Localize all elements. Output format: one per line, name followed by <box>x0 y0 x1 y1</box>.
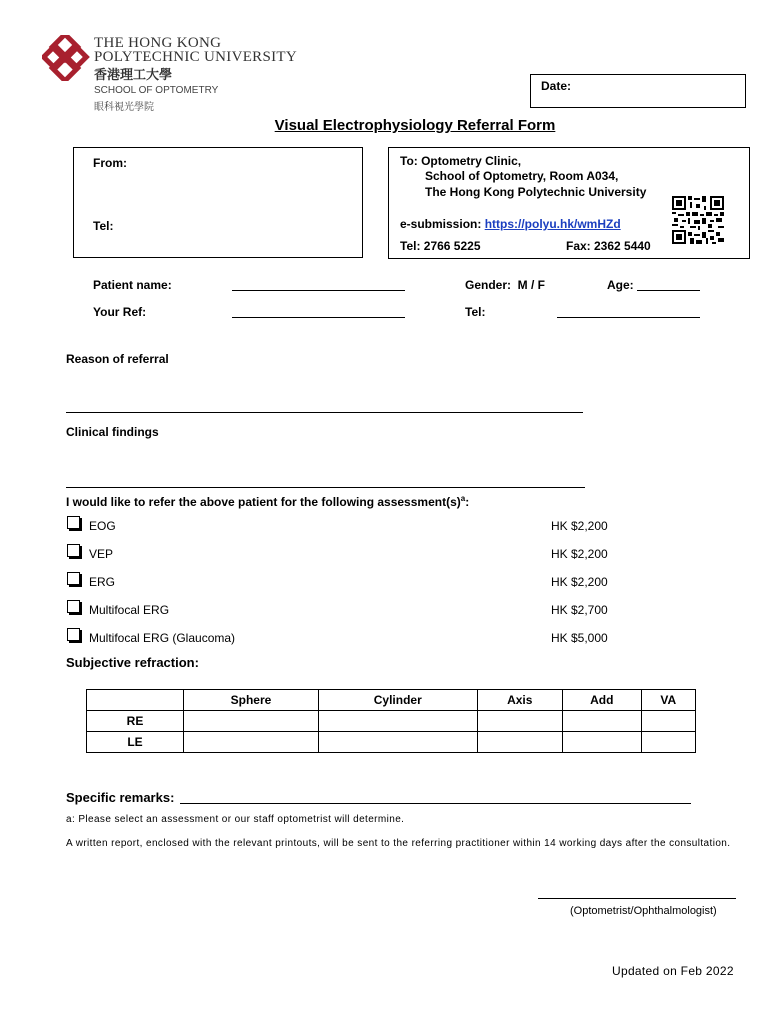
multifocal-erg-label: Multifocal ERG <box>89 603 170 617</box>
patient-name-input[interactable] <box>232 290 405 291</box>
qr-code-icon[interactable] <box>672 196 724 244</box>
signature-line[interactable] <box>538 898 736 899</box>
assessment-intro-text: I would like to refer the above patient for the following assessment(s) <box>66 495 461 509</box>
school-name-zh: 眼科視光學院 <box>94 102 154 113</box>
eog-label: EOG <box>89 519 116 533</box>
multifocal-erg-glaucoma-price: HK $5,000 <box>551 631 608 645</box>
refraction-title: Subjective refraction: <box>66 655 199 670</box>
table-corner-cell <box>87 690 184 711</box>
erg-checkbox[interactable] <box>67 572 80 585</box>
header-add: Add <box>562 690 641 711</box>
table-row <box>87 690 696 711</box>
header-cylinder: Cylinder <box>318 690 477 711</box>
form-title: Visual Electrophysiology Referral Form <box>274 117 556 134</box>
polyu-logo-icon <box>42 35 90 81</box>
updated-date: Updated on Feb 2022 <box>612 964 734 978</box>
specific-remarks-label: Specific remarks: <box>66 790 175 805</box>
from-label: From: <box>93 156 127 170</box>
re-add-cell[interactable] <box>562 711 641 732</box>
multifocal-erg-glaucoma-label: Multifocal ERG (Glaucoma) <box>89 631 236 645</box>
assessment-intro-sup: a <box>460 494 466 503</box>
patient-tel-label: Tel: <box>465 305 486 319</box>
note-report: A written report, enclosed with the relevant printouts, will be sent to the referring practitioner within 14 working days after the consultation. <box>66 838 731 849</box>
header-sphere: Sphere <box>184 690 319 711</box>
date-label: Date: <box>541 79 572 93</box>
signature-label: (Optometrist/Ophthalmologist) <box>570 905 717 917</box>
age-label: Age: <box>607 278 634 292</box>
vep-price: HK $2,200 <box>551 547 608 561</box>
clinical-findings-input[interactable] <box>66 487 585 488</box>
clinic-tel: Tel: 2766 5225 <box>400 239 481 253</box>
age-input[interactable] <box>637 290 700 291</box>
from-tel-label: Tel: <box>93 219 114 233</box>
le-add-cell[interactable] <box>562 732 641 753</box>
esubmission-link[interactable]: https://polyu.hk/wmHZd <box>484 217 621 231</box>
specific-remarks-input[interactable] <box>180 803 691 804</box>
header-axis: Axis <box>477 690 562 711</box>
row-re-label: RE <box>87 711 184 732</box>
header-va: VA <box>641 690 695 711</box>
row-le-label: LE <box>87 732 184 753</box>
to-line3: The Hong Kong Polytechnic University <box>425 185 647 199</box>
patient-name-label: Patient name: <box>93 278 172 292</box>
re-sphere-cell[interactable] <box>184 711 319 732</box>
table-row <box>87 711 696 732</box>
re-va-cell[interactable] <box>641 711 695 732</box>
le-cylinder-cell[interactable] <box>318 732 477 753</box>
erg-price: HK $2,200 <box>551 575 608 589</box>
clinical-findings-label: Clinical findings <box>66 425 159 439</box>
vep-checkbox[interactable] <box>67 544 80 557</box>
eog-checkbox[interactable] <box>67 516 80 529</box>
erg-label: ERG <box>89 575 116 589</box>
university-name-en-line1: THE HONG KONG <box>94 35 222 51</box>
to-line1: To: Optometry Clinic, <box>400 154 522 168</box>
le-sphere-cell[interactable] <box>184 732 319 753</box>
re-axis-cell[interactable] <box>477 711 562 732</box>
vep-label: VEP <box>89 547 114 561</box>
patient-tel-input[interactable] <box>557 317 700 318</box>
assessment-intro-colon: : <box>465 495 470 509</box>
reason-label: Reason of referral <box>66 352 169 366</box>
university-name-en-line2: POLYTECHNIC UNIVERSITY <box>94 49 298 65</box>
esubmission <box>400 217 621 231</box>
gender-label[interactable]: Gender: M / F <box>465 278 546 292</box>
to-line2: School of Optometry, Room A034, <box>425 169 619 183</box>
clinic-fax: Fax: 2362 5440 <box>566 239 651 253</box>
esubmission-label: e-submission: <box>400 217 485 231</box>
refraction-table <box>86 689 696 753</box>
university-name-zh: 香港理工大學 <box>94 67 173 82</box>
assessment-intro <box>66 494 469 509</box>
note-a: a: Please select an assessment or our staff optometrist will determine. <box>66 814 405 825</box>
multifocal-erg-price: HK $2,700 <box>551 603 608 617</box>
re-cylinder-cell[interactable] <box>318 711 477 732</box>
your-ref-label: Your Ref: <box>93 305 147 319</box>
reason-input[interactable] <box>66 412 583 413</box>
multifocal-erg-glaucoma-checkbox[interactable] <box>67 628 80 641</box>
table-row <box>87 732 696 753</box>
le-axis-cell[interactable] <box>477 732 562 753</box>
your-ref-input[interactable] <box>232 317 405 318</box>
multifocal-erg-checkbox[interactable] <box>67 600 80 613</box>
eog-price: HK $2,200 <box>551 519 608 533</box>
le-va-cell[interactable] <box>641 732 695 753</box>
school-name-en: SCHOOL OF OPTOMETRY <box>94 85 219 96</box>
